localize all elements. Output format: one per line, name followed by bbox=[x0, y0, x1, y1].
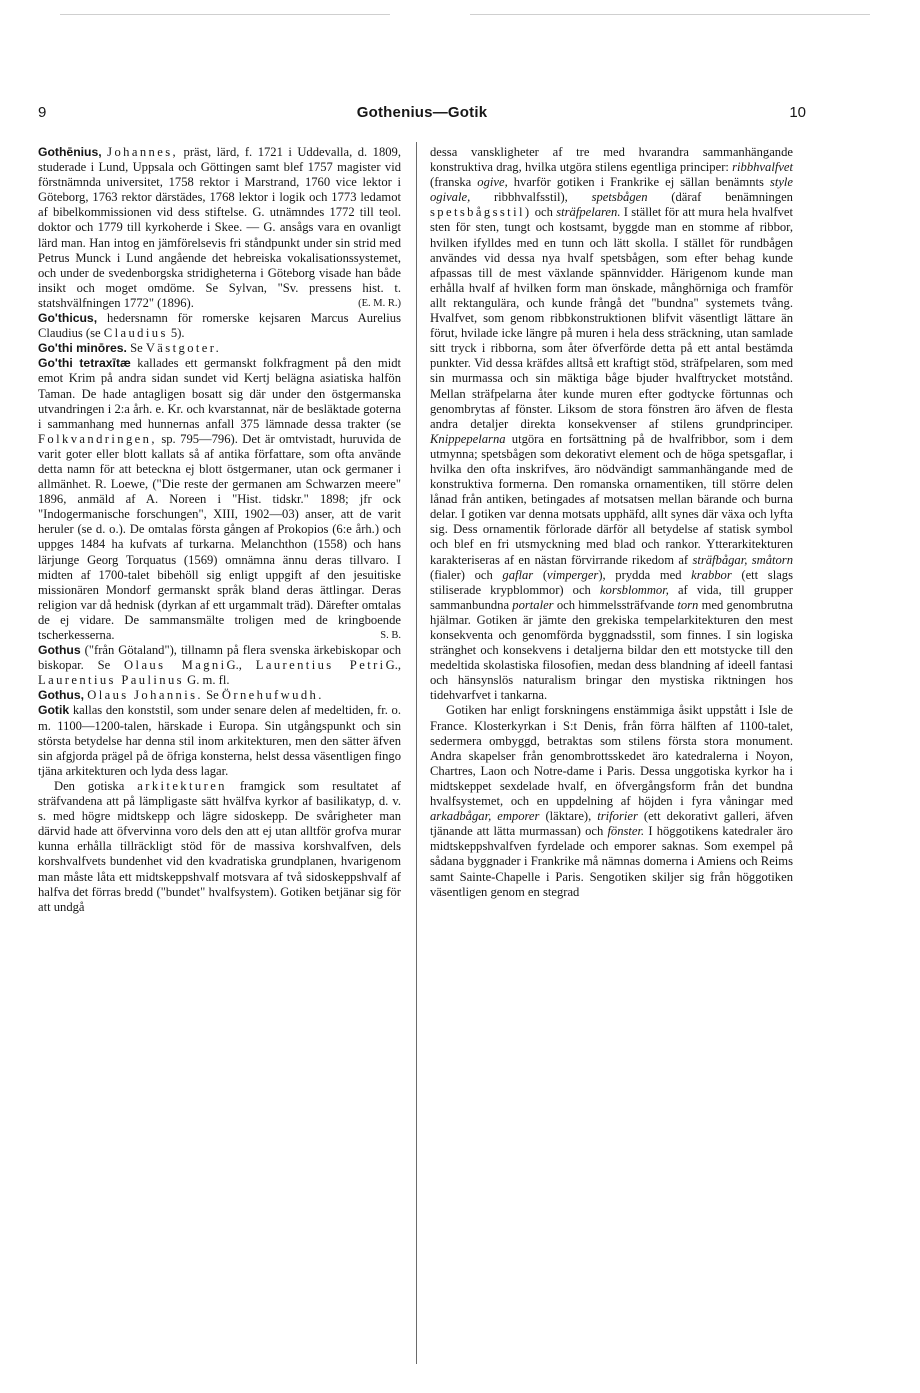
column-divider bbox=[416, 142, 417, 1364]
entry-text: kallades ett germanskt folkfragment på den midt emot Krim på andra sidan sundet vid Kertj belägna asiatiska halfön Taman. De hade antagligen bosatt sig där under den östgermanska utvandringen i 2:a årh. e. Kr. och kvarstannat, när de besläktade goterna i sammanhang med hunnernas anfall 375 lämnade dessa trakter (se bbox=[38, 356, 401, 431]
column-right bbox=[430, 145, 793, 900]
italic-term: spetsbågen bbox=[591, 190, 648, 205]
entry-text-continued: sp. 795—796). Det är omtvistadt, huruvida de varit goter eller blott kallats så af antika författare, som ofta använde detta namn för att beteckna ej blott östgermaner, utan ock germaner i allmänhet. R. Loewe, ("Die reste der germanen am Schwarzen meere" 1896, anmäld af A. Noreen i "Hist. tidskr." 1898; jfr ock "Indogermanische forschungen", XIII, 1902—03) anser, att de varit heruler (se d. o.). De omtalas första gången af Prokopios (6:e årh.) och uppges 1484 ha kufvats af turkarna. Melanchthon (1558) och hans lärjunge Georg Torquatus (1569) omnämna ännu deras tillvaro. I midten af 1700-talet bibehöll sig enligt uppgift af den jesuitiske missionären Mondorf germanskt språk bland deras ättlingar. Deras religion var då hednisk (dyrkan af ett urgammalt träd). Därefter omtalas de ej vidare. De sammansmälte troligen med de kringboende tscherkesserna. bbox=[38, 431, 401, 642]
italic-term: portaler bbox=[512, 597, 554, 612]
author-signature: S. B. bbox=[380, 630, 401, 641]
cross-reference: Laurentius Paulinus bbox=[38, 673, 184, 688]
entry-gothenius bbox=[38, 145, 401, 311]
gotik-architecture-paragraph bbox=[38, 779, 401, 915]
italic-term: vimperger bbox=[547, 567, 599, 582]
italic-term: arkadbågar, emporer bbox=[430, 809, 540, 824]
headword: Go'thicus, bbox=[38, 311, 98, 326]
text: (ett dekorativt galleri, äfven tjänande att lätta murmassan) och bbox=[430, 809, 794, 839]
entry-text: kallas den konststil, som under senare delen af medeltiden, fr. o. m. 1100—1200-talen, härskade i Europa. Sin utgångspunkt och sin största betydelse har denna stil inom arkitekturen, men den sätter äfven sin afgjorda prägel på de öfriga konsterna, helst dessa väsentligen fingo tjäna arkitekturen och lyda dess lagar. bbox=[38, 703, 401, 778]
page-number-left: 9 bbox=[38, 104, 47, 121]
spaced-name: Olaus Johannis. bbox=[87, 688, 203, 703]
italic-term: gaflar bbox=[502, 567, 534, 582]
headword: Go'thi minōres. bbox=[38, 341, 127, 356]
text: (ett slags stiliserade krypblommor) och bbox=[430, 567, 793, 597]
entry-text-tail: 5). bbox=[170, 326, 185, 341]
entry-gothi-tetraxitae bbox=[38, 356, 401, 643]
spaced-term: spetsbågsstil) bbox=[430, 205, 532, 220]
text: och bbox=[534, 205, 553, 220]
text: hvarför gotiken i Frankrike ej sällan benämnts bbox=[513, 175, 764, 190]
italic-term: sträfpelaren. bbox=[556, 205, 621, 220]
text: ribbhvalfsstil), bbox=[493, 190, 568, 205]
text: och himmelssträfvande bbox=[556, 597, 675, 612]
entry-text-tail: G. m. fl. bbox=[187, 673, 230, 688]
entry-gothus bbox=[38, 643, 401, 688]
cross-reference: Laurentius Petri bbox=[255, 658, 386, 673]
italic-term: korsblommor, bbox=[599, 582, 669, 597]
italic-term: krabbor bbox=[691, 567, 732, 582]
entry-text: präst, lärd, f. 1721 i Uddevalla, d. 1809, studerade i Lund, Uppsala och Göttingen samt blef 1757 magister vid förstnämnda universitet, 1758 rektor i Marstrand, 1760 vice lektor i Göteborg, 1763 rektor därstädes, 1768 lektor i logik och 1773 ledamot af bibelkommissionen vid dess stiftelse. G. utnämndes 1772 till teol. doktor och 1779 till kyrkoherde i Skee. — G. ansågs vara en ovanligt lärd man. Han intog en jämförelsevis fri ståndpunkt under sin strid med Petrus Munck i Lund angående det hebreiska vokalisationssystemet, och under de svedenborgska stridigheterna i Göteborg visade han både insikt och moget omdöme. Se Sylvan, "Sv. pressens hist. t. statshvälfningen 1772" (1896). bbox=[38, 145, 401, 310]
entry-text-continued: framgick som resultatet af sträfvandena att på lämpligaste sätt hvälfva kyrkor af basilikatyp, d. v. s. med högre midtskepp och lägre sidoskepp. De svårigheter man därvid hade att öfvervinna voro dels den att ej utan alltför grofva murar kunna erhålla tillräckligt stöd för de massiva korshvalfven, dels korshvalfvets bundenhet vid den kvadratiska grundplanen, hvarigenom man måste låta ett midtskeppshvalf motsvara af två sidoskeppshvalf af halfva det förras bredd ("bundet" hvalfsystem). Gotiken betjänar sig för att undgå bbox=[38, 778, 401, 914]
gotik-origin-paragraph bbox=[430, 703, 793, 899]
text: ( bbox=[542, 567, 548, 582]
text: (franska bbox=[430, 175, 472, 190]
page-number-right: 10 bbox=[789, 104, 806, 121]
author-signature: (E. M. R.) bbox=[358, 297, 401, 309]
spaced-name: Johannes, bbox=[107, 145, 179, 159]
italic-term: ogive, bbox=[477, 175, 508, 190]
page-header bbox=[38, 104, 806, 126]
gotik-principles-paragraph bbox=[430, 145, 793, 703]
text: af vida, till grupper sammanbundna bbox=[430, 582, 793, 612]
cross-reference: Olaus Magni bbox=[124, 658, 227, 673]
text: ), prydda med bbox=[598, 567, 682, 582]
cross-reference: Örnehufwudh. bbox=[221, 688, 324, 703]
column-left bbox=[38, 145, 401, 915]
italic-term: torn bbox=[677, 597, 699, 612]
text: (fialer) och bbox=[430, 567, 493, 582]
headword: Gotik bbox=[38, 703, 70, 718]
headword: Gothēnius, bbox=[38, 145, 102, 159]
headword: Go'thi tetraxītæ bbox=[38, 356, 131, 371]
text: utgöra en fortsättning på de hvalfribbor, som i dem utmynna; spetsbågen som dekorativt element och de höga spetsgaflar, i hvilka den ofta inskrifves, äro nödvändigt sammanhängande med de konstruktiva formerna. Den romanska ornamentiken, till större delen lånad från antiken, betingades af motsatsen mellan bärande och burna delar. I gotiken var denna motsats upphäfd, allt synes där växa och lyfta sig. Dess ornamentik förlorade därför all betydelse af statisk symbol och blef en fri utsmyckning med blad och rankor. Ytterarkitekturen karakteriseras af en nästan förvirrande rikedom af bbox=[430, 431, 793, 567]
text: (däraf benämningen bbox=[671, 190, 793, 205]
cross-reference: Folkvandringen, bbox=[38, 431, 157, 446]
italic-term: ribbhvalfvet bbox=[732, 160, 793, 175]
italic-term: style ogivale, bbox=[430, 175, 794, 205]
entry-text-part: G., bbox=[385, 658, 401, 673]
cross-reference: Claudius bbox=[103, 326, 168, 341]
entry-text: ("från Götaland"), tillnamn på flera svenska ärkebiskopar och biskopar. Se bbox=[38, 643, 401, 673]
entry-gothi-minores bbox=[38, 341, 401, 356]
scan-edge-right bbox=[470, 14, 870, 15]
text: dessa vanskligheter af tre med hvarandra sammanhängande konstruktiva drag, hvilka utgöra stilens egentliga principer: bbox=[430, 145, 793, 175]
entry-text: Se bbox=[206, 688, 219, 703]
entry-text: hedersnamn för romerske kejsaren Marcus Aurelius Claudius (se bbox=[38, 311, 401, 341]
entry-gothus-olaus bbox=[38, 688, 401, 703]
text: (läktare), bbox=[545, 809, 592, 824]
entry-text: Se bbox=[130, 341, 143, 356]
spaced-term: arkitekturen bbox=[137, 778, 227, 793]
italic-term: sträfbågar, småtorn bbox=[692, 552, 793, 567]
entry-gotik bbox=[38, 703, 401, 778]
italic-term: fönster. bbox=[607, 824, 645, 839]
headword: Gothus, bbox=[38, 688, 85, 703]
text: I stället för att mura hela hvalfvet sten för sten, tungt och kostsamt, byggde man en stomme af ribbor, hvilken ifylldes med en tunn och lätt skolla. I stället för rundbågen användes vid dessa nya hvalf spetsbågen, som efter behag kunde afpassas till de mest växlande spännvidder. Härigenom kunde man erhålla hvalf af hvilken form man önskade, månghörniga och framför allt rektangulära, och kunde frångå det "bundna" systemets tvång. Hvalfvet, som genom ribbkonstruktionen blifvit väsentligt lättare än förut, hvilade icke längre på muren i hela dess sträckning, utan samlade sitt tryck i ribborna, som åter öfverförde detta på ett antal bestämda punkter. Vid dessa kräfdes alltså ett kraftigt stöd, sträfpelaren, som med sin murmassa och sin mäktiga båge bjuder hvalftrycket motstånd. Mellan sträfpelarna åter kunde muren efter godtycke förtunnas och genombrytas af fönster. Liksom de stora fönstren äro äfven de flesta andra detaljer direkta konsekvenser af stilens grundprinciper. bbox=[430, 205, 794, 431]
entry-gothicus bbox=[38, 311, 401, 341]
text: Gotiken har enligt forskningens enstämmiga åsikt uppstått i Isle de France. Klosterkyrkan i S:t Denis, från förra hälften af 1100-talet, sedermera ombyggd, betraktas som stilens första stora monument. Andra skapelser från genombrottsskedet äro katedralerna i Noyon, Chartres, Laon och Notre-dame i Paris. Dessa unggotiska kyrkor ha i midtskeppet sexdelade hvalf, en öfvergångsform från det bundna hvalfsystemet, och en uppdelning af höjden i fyra våningar med bbox=[430, 703, 793, 809]
text: med genombrutna hjälmar. Gotiken är jämte den grekiska tempelarkitekturen den mest konsekventa och genomförda byggnadsstil, som finnes. I sin logiska stränghet och konsekvens i detaljerna bildar den ett motstycke till den medeltida skolastiska filosofien, medan dess blandning af ideell fantasi och hänsynslös naturalism bringar den mystiska riktningen hos tidehvarfvet i tankarna. bbox=[430, 597, 793, 703]
entry-text: Den gotiska bbox=[54, 778, 125, 793]
headword: Gothus bbox=[38, 643, 81, 658]
italic-term: Knippepelarna bbox=[430, 431, 506, 446]
scan-edge-left bbox=[60, 14, 390, 15]
running-head: Gothenius—Gotik bbox=[356, 104, 488, 121]
text: I höggotikens katedraler äro midtskeppshvalfven fyrdelade och emporer saknas. Som exempel på sådana byggnader i Frankrike må nämnas domerna i Amiens och Reims samt Sainte-Chapelle i Paris. Sengotiken skiljer sig från höggotiken väsentligen genom en stegrad bbox=[430, 824, 793, 899]
cross-reference: Västgoter. bbox=[145, 341, 222, 356]
italic-term: triforier bbox=[597, 809, 638, 824]
entry-text-part: G., bbox=[226, 658, 242, 673]
